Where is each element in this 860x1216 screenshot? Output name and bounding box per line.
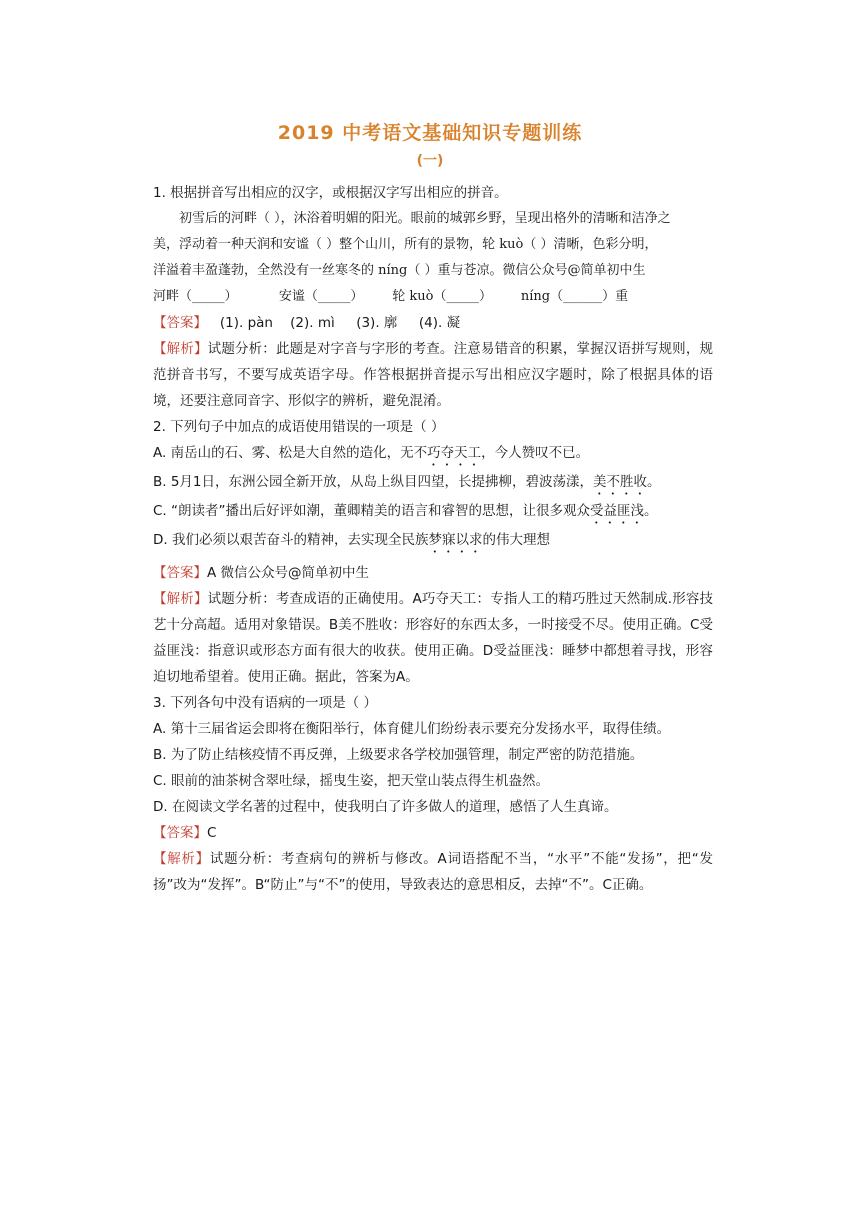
q2-option-d-idiom: 梦寐以求 [428,532,483,548]
q1-answer-text: (1). pàn (2). mì (3). 廓 (4). 凝 [207,315,461,331]
q2-option-a-idiom: 巧夺天工 [427,445,482,461]
q1-answer [153,310,713,336]
q2-answer [153,560,713,586]
document-title: 2019 中考语文基础知识专题训练 [277,122,583,144]
q1-analysis [153,336,713,414]
q1-analysis-text: 试题分析：此题是对字音与字形的考查。注意易错音的积累，掌握汉语拼写规则，规范拼音书写，不要写成英语字母。作答根据拼音提示写出相应汉字题时，除了根据具体的语境，还要注意同音字、形似字的辨析，避免混淆。 [153,341,714,409]
q3-option-c: C. 眼前的油茶树含翠吐绿，摇曳生姿，把天堂山装点得生机盎然。 [153,773,550,789]
q2-analysis-text: 试题分析：考查成语的正确使用。A巧夺天工：专指人工的精巧胜过天然制成.形容技艺十分高超。适用对象错误。B美不胜收：形容好的东西太多，一时接受不尽。使用正确。C受益匪浅：指意识或形态方面有很大的收获。使用正确。D受益匪浅：睡梦中都想着寻找，形容迫切地希望着。使用正确。据此，答案为A。 [153,591,714,685]
answer-tag: 【答案】 [153,825,207,841]
q2-option-b [153,469,713,498]
q2-option-b-text: B. 5月1日，东洲公园全新开放，从岛上纵目四望，长提拂柳，碧波荡漾， [153,474,594,490]
q1-blanks: 河畔（_____） 安谧（_____） 轮 kuò（_____） níng（______）重 [153,289,629,304]
q2-option-c [153,498,713,527]
document-body [153,180,713,898]
analysis-tag: 【解析】 [153,341,208,357]
q2-option-c-rest: 。 [644,503,658,519]
q3-answer-text: C [207,825,217,841]
q2-answer-text: A 微信公众号@简单初中生 [207,565,370,581]
answer-tag: 【答案】 [153,565,207,581]
q2-option-a-rest: ，今人赞叹不已。 [481,445,590,461]
q2-stem: 2. 下列句子中加点的成语使用错误的一项是（ ） [153,419,445,435]
q1-passage-line-1: 初雪后的河畔（ ），沐浴着明媚的阳光。眼前的城郭乡野，呈现出格外的清晰和洁净之 [179,211,671,226]
analysis-tag: 【解析】 [153,591,208,607]
q2-option-d-rest: 的伟大理想 [482,532,550,548]
q2-option-c-idiom: 受益匪浅 [590,503,644,519]
q2-option-b-rest: 。 [647,474,661,490]
q2-option-b-idiom: 美不胜收 [593,474,648,490]
q2-option-a [153,440,713,469]
q3-option-d: D. 在阅读文学名著的过程中，使我明白了许多做人的道理，感悟了人生真谛。 [153,799,618,815]
q2-option-c-text: C. “朗读者”播出后好评如潮，董卿精美的语言和睿智的思想，让很多观众 [153,503,590,519]
q2-option-a-text: A. 南岳山的石、雾、松是大自然的造化，无不 [153,445,428,461]
q2-option-d [153,527,713,556]
q3-analysis [153,846,713,898]
q1-passage-line-2: 美，浮动着一种天润和安谧（ ）整个山川，所有的景物，轮 kuò（ ）清晰，色彩分明， [153,237,658,252]
q2-option-d-text: D. 我们必须以艰苦奋斗的精神，去实现全民族 [153,532,429,548]
q3-stem: 3. 下列各句中没有语病的一项是（ ） [153,695,377,711]
q1-stem: 1. 根据拼音写出相应的汉字，或根据汉字写出相应的拼音。 [153,185,508,201]
q1-passage-line-3: 洋溢着丰盈蓬勃，全然没有一丝寒冬的 níng（ ）重与苍凉。微信公众号@简单初中生 [153,263,646,278]
q3-option-a: A. 第十三届省运会即将在衡阳举行，体育健儿们纷纷表示要充分发扬水平，取得佳绩。 [153,721,671,737]
answer-tag: 【答案】 [153,315,207,331]
q2-analysis [153,586,713,690]
analysis-tag: 【解析】 [153,851,210,867]
q3-answer [153,820,713,846]
document-subtitle: (一) [416,153,444,169]
q3-option-b: B. 为了防止结核疫情不再反弹，上级要求各学校加强管理，制定严密的防范措施。 [153,747,644,763]
q3-analysis-text: 试题分析：考查病句的辨析与修改。A词语搭配不当，“水平”不能“发扬”，把“发扬”改为“发挥”。B“防止”与“不”的使用，导致表达的意思相反，去掉“不”。C正确。 [153,851,713,893]
